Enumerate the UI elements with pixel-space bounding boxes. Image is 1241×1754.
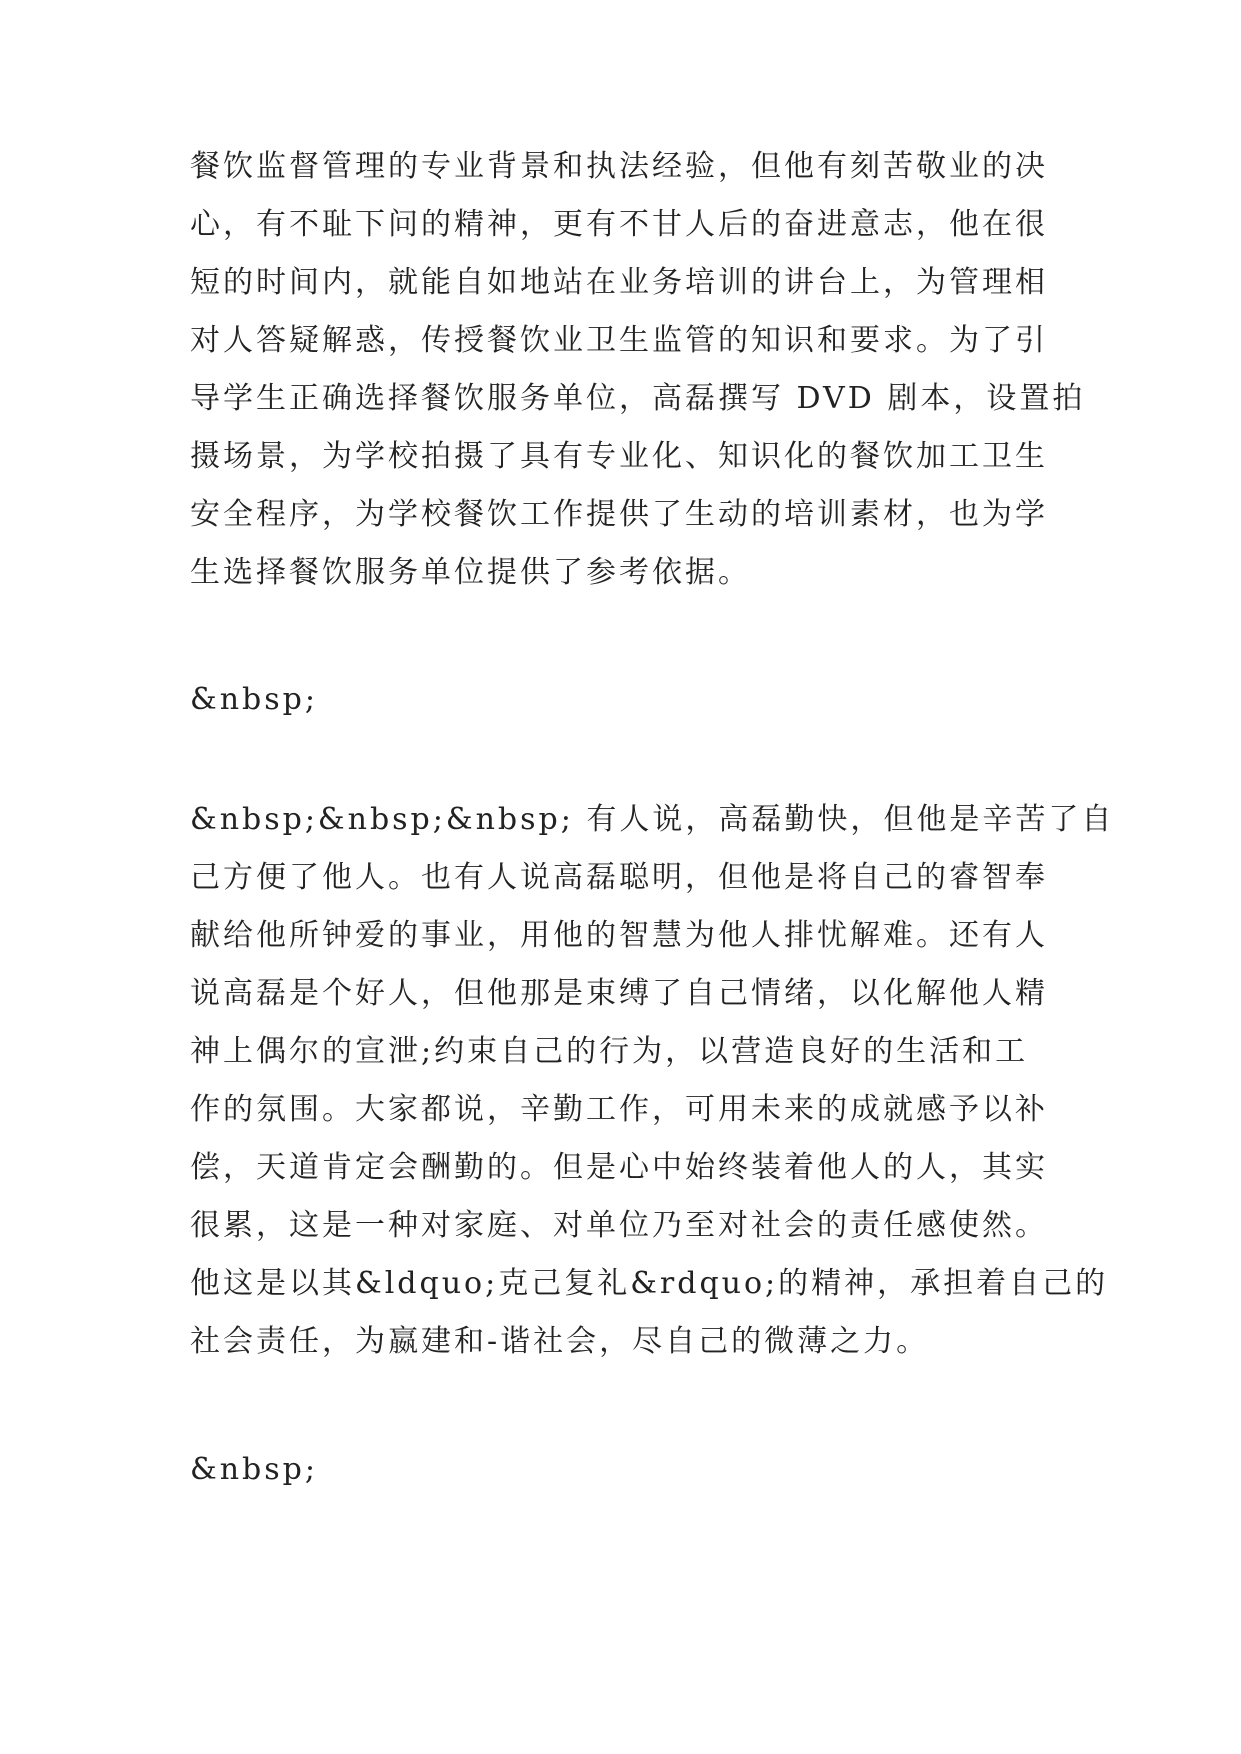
- paragraph-2-line-3: 献给他所钟爱的事业，用他的智慧为他人排忧解难。还有人: [190, 918, 1048, 953]
- spacer-1: &nbsp;: [190, 682, 318, 717]
- paragraph-2-line-4: 说高磊是个好人，但他那是束缚了自己情绪，以化解他人精: [190, 976, 1048, 1011]
- paragraph-1-line-2: 心，有不耻下问的精神，更有不甘人后的奋进意志，他在很: [190, 207, 1048, 242]
- paragraph-2-line-5: 神上偶尔的宣泄;约束自己的行为，以营造良好的生活和工: [190, 1034, 1029, 1069]
- paragraph-2-line-1: &nbsp;&nbsp;&nbsp; 有人说，高磊勤快，但他是辛苦了自: [190, 802, 1115, 837]
- paragraph-1-line-5: 导学生正确选择餐饮服务单位，高磊撰写 DVD 剧本，设置拍: [190, 381, 1086, 416]
- paragraph-2-line-8: 很累，这是一种对家庭、对单位乃至对社会的责任感使然。: [190, 1208, 1048, 1243]
- paragraph-2-line-7: 偿，天道肯定会酬勤的。但是心中始终装着他人的人，其实: [190, 1150, 1048, 1185]
- spacer-2: &nbsp;: [190, 1452, 318, 1487]
- paragraph-1-line-4: 对人答疑解惑，传授餐饮业卫生监管的知识和要求。为了引: [190, 323, 1048, 358]
- paragraph-1-line-7: 安全程序，为学校餐饮工作提供了生动的培训素材，也为学: [190, 497, 1048, 532]
- paragraph-2-line-2: 己方便了他人。也有人说高磊聪明，但他是将自己的睿智奉: [190, 860, 1048, 895]
- paragraph-2-line-9: 他这是以其&ldquo;克己复礼&rdquo;的精神，承担着自己的: [190, 1266, 1109, 1301]
- paragraph-1-line-3: 短的时间内，就能自如地站在业务培训的讲台上，为管理相: [190, 265, 1048, 300]
- paragraph-1-line-6: 摄场景，为学校拍摄了具有专业化、知识化的餐饮加工卫生: [190, 439, 1048, 474]
- paragraph-2-line-10: 社会责任，为嬴建和-谐社会，尽自己的微薄之力。: [190, 1324, 930, 1359]
- paragraph-2-line-6: 作的氛围。大家都说，辛勤工作，可用未来的成就感予以补: [190, 1092, 1048, 1127]
- paragraph-1-line-8: 生选择餐饮服务单位提供了参考依据。: [190, 555, 751, 590]
- paragraph-1-line-1: 餐饮监督管理的专业背景和执法经验，但他有刻苦敬业的决: [190, 149, 1048, 184]
